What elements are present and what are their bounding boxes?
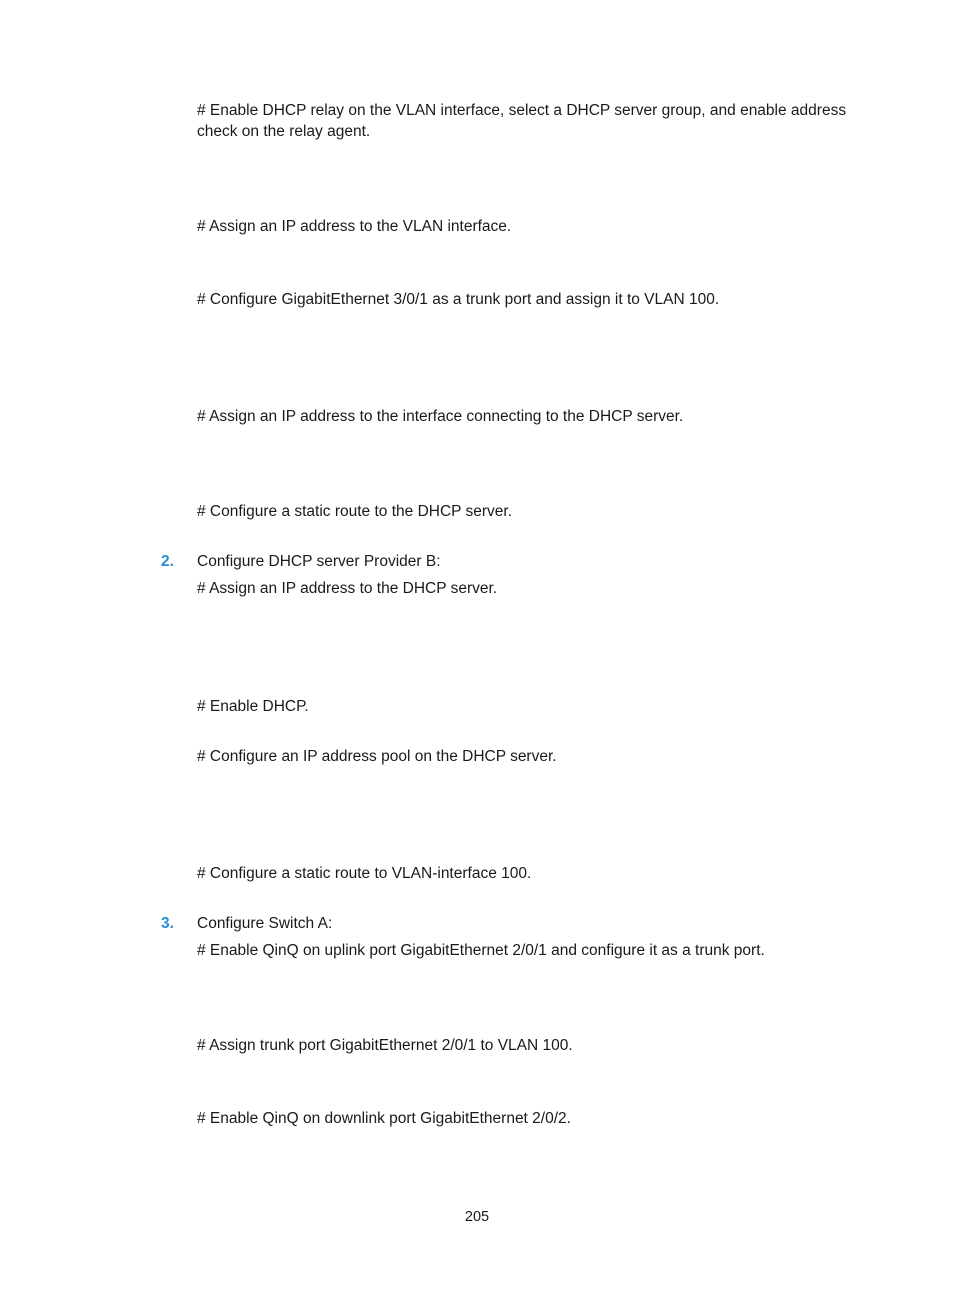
instruction-assign-ip-dhcp-server: # Assign an IP address to the DHCP server. — [197, 580, 498, 597]
step-title-2: Configure DHCP server Provider B: — [197, 553, 441, 570]
instruction-configure-address-pool: # Configure an IP address pool on the DHCP server. — [197, 748, 557, 765]
instruction-assign-ip-server-interface: # Assign an IP address to the interface connecting to the DHCP server. — [197, 408, 684, 425]
instruction-static-route-dhcp-server: # Configure a static route to the DHCP server. — [197, 503, 513, 520]
instruction-enable-qinq-uplink: # Enable QinQ on uplink port GigabitEthernet 2/0/1 and configure it as a trunk port. — [197, 942, 765, 959]
step-number-2: 2. — [161, 553, 174, 570]
instruction-static-route-vlan-interface: # Configure a static route to VLAN-interface 100. — [197, 865, 532, 882]
step-title-3: Configure Switch A: — [197, 915, 333, 932]
instruction-assign-trunk-port-vlan: # Assign trunk port GigabitEthernet 2/0/1 to VLAN 100. — [197, 1037, 573, 1054]
instruction-enable-dhcp-relay: # Enable DHCP relay on the VLAN interface, select a DHCP server group, and enable address check on the relay agent. — [197, 102, 847, 140]
instruction-configure-trunk-port: # Configure GigabitEthernet 3/0/1 as a trunk port and assign it to VLAN 100. — [197, 291, 720, 308]
instruction-enable-qinq-downlink: # Enable QinQ on downlink port GigabitEthernet 2/0/2. — [197, 1110, 571, 1127]
instruction-enable-dhcp: # Enable DHCP. — [197, 698, 309, 715]
page-number: 205 — [464, 1209, 490, 1225]
instruction-assign-ip-vlan-interface: # Assign an IP address to the VLAN interface. — [197, 218, 512, 235]
step-number-3: 3. — [161, 915, 174, 932]
